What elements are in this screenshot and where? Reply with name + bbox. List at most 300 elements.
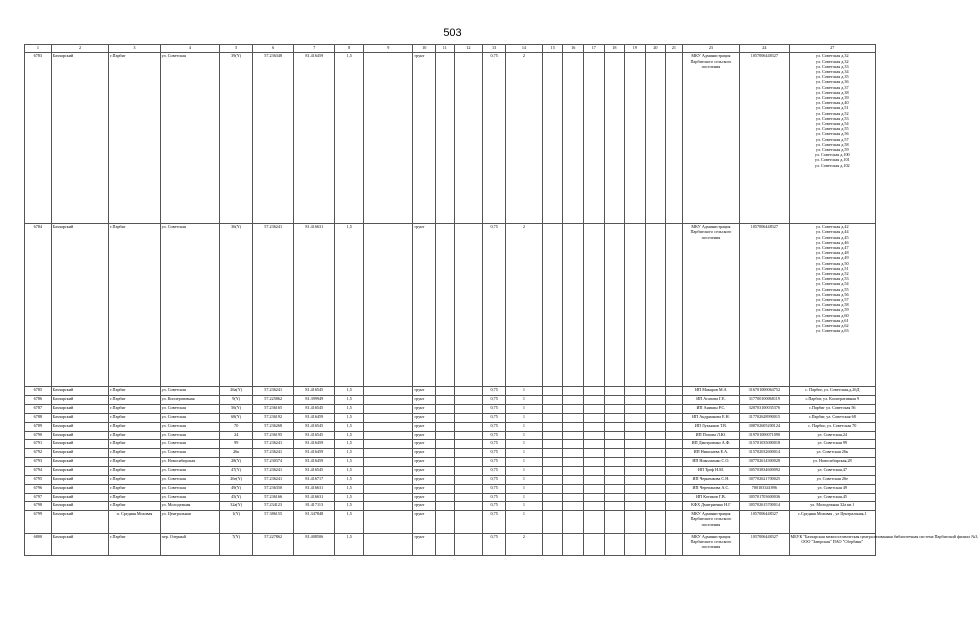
cell-c9 bbox=[364, 511, 413, 533]
address-line: МБУК "Бахчарская межпоселенческая централизованная библиотечная система Парбигский филиал №3, bbox=[790, 533, 978, 539]
address-line: ул. Советская,24 bbox=[817, 431, 848, 437]
cell-c9 bbox=[364, 458, 413, 467]
cell-c12 bbox=[454, 449, 483, 458]
cell-c19 bbox=[625, 396, 646, 405]
cell-c2: Бахчарский bbox=[51, 533, 109, 555]
cell-c8: 1,5 bbox=[335, 458, 364, 467]
cell-c24: 315701035000018 bbox=[740, 440, 789, 449]
cell-c23: МКУ Администрация Парбигского сельского поселения bbox=[682, 53, 740, 224]
cell-c17 bbox=[584, 396, 605, 405]
cell-c16 bbox=[563, 484, 584, 493]
cell-c10: грунт bbox=[413, 449, 436, 458]
cell-c15 bbox=[542, 484, 563, 493]
address-line: ул. Советская д.101 bbox=[814, 157, 850, 163]
header-cell: 15 bbox=[542, 45, 563, 53]
table-row bbox=[25, 440, 876, 449]
cell-c17 bbox=[584, 53, 605, 224]
cell-c24: 307702614300028 bbox=[740, 458, 789, 467]
table-row bbox=[25, 422, 876, 431]
cell-c16 bbox=[563, 467, 584, 476]
cell-c10: грунт bbox=[413, 413, 436, 422]
address-line: ул. Советская д.37 bbox=[815, 84, 849, 90]
cell-c7: 81.399949 bbox=[294, 396, 335, 405]
cell-c15 bbox=[542, 493, 563, 502]
address-line: ул. Советская д.56 bbox=[815, 291, 849, 297]
cell-c23: ИП Котиков Г.В. bbox=[682, 493, 740, 502]
header-cell: 7 bbox=[294, 45, 335, 53]
address-line: ул. Советская д.39 bbox=[815, 94, 849, 100]
cell-c11 bbox=[436, 224, 455, 387]
cell-c16 bbox=[563, 475, 584, 484]
address-line: ул. Советская д.36 bbox=[815, 79, 849, 85]
cell-c23: МКУ Администрация Парбигского сельского поселения bbox=[682, 224, 740, 387]
cell-c17 bbox=[584, 440, 605, 449]
cell-c24: 320703100035376 bbox=[740, 405, 789, 414]
cell-c5: 99 bbox=[220, 440, 253, 449]
cell-c19 bbox=[625, 405, 646, 414]
cell-c4: ул. Советская bbox=[160, 413, 220, 422]
cell-c15 bbox=[542, 449, 563, 458]
cell-c20 bbox=[645, 502, 666, 511]
cell-c27 bbox=[789, 493, 875, 502]
cell-c5: 26е(Y) bbox=[220, 475, 253, 484]
cell-c23: ИП Лукьянов Т.В. bbox=[682, 422, 740, 431]
cell-c15 bbox=[542, 475, 563, 484]
cell-c10: грунт bbox=[413, 440, 436, 449]
cell-c27 bbox=[789, 533, 978, 555]
cell-c16 bbox=[563, 396, 584, 405]
cell-c8: 1,5 bbox=[335, 224, 364, 387]
address-line: ул. Советская д.35 bbox=[815, 74, 849, 80]
cell-c19 bbox=[625, 533, 646, 555]
address-line: ул. Советская д.53 bbox=[815, 115, 849, 121]
header-cell: 10 bbox=[413, 45, 436, 53]
cell-c3: г.Парбиг bbox=[109, 431, 160, 440]
cell-c24: 1057006448327 bbox=[740, 511, 789, 533]
cell-c11 bbox=[436, 422, 455, 431]
cell-c2: Бахчарский bbox=[51, 475, 109, 484]
cell-c24: 319701000071090 bbox=[740, 431, 789, 440]
cell-c7: 81.416545 bbox=[294, 422, 335, 431]
table-row bbox=[25, 405, 876, 414]
cell-c16 bbox=[563, 458, 584, 467]
table-row bbox=[25, 502, 876, 511]
cell-c9 bbox=[364, 387, 413, 396]
cell-c1: 6790 bbox=[25, 431, 52, 440]
cell-c4: ул. Советская bbox=[160, 422, 220, 431]
cell-c11 bbox=[436, 440, 455, 449]
cell-c1: 6783 bbox=[25, 53, 52, 224]
cell-c21 bbox=[666, 405, 682, 414]
cell-c27 bbox=[789, 396, 875, 405]
cell-c8: 1,5 bbox=[335, 396, 364, 405]
cell-c27 bbox=[789, 431, 875, 440]
cell-c8: 1,5 bbox=[335, 493, 364, 502]
address-line: ул. Советская,47 bbox=[817, 467, 848, 472]
cell-c9 bbox=[364, 533, 413, 555]
cell-c6: 57.236195 bbox=[253, 431, 294, 440]
cell-c12 bbox=[454, 475, 483, 484]
cell-c1: 6799 bbox=[25, 511, 52, 533]
cell-c6: 57.234123 bbox=[253, 502, 294, 511]
cell-c3: г.Парбиг bbox=[109, 502, 160, 511]
cell-c27 bbox=[789, 449, 875, 458]
cell-c21 bbox=[666, 502, 682, 511]
cell-c8: 1,5 bbox=[335, 422, 364, 431]
cell-c4: ул. Советская bbox=[160, 431, 220, 440]
cell-c15 bbox=[542, 533, 563, 555]
cell-c10: грунт bbox=[413, 533, 436, 555]
cell-c27 bbox=[789, 502, 875, 511]
address-line: ул. Советская д.53 bbox=[815, 276, 849, 282]
cell-c3: г.Парбиг bbox=[109, 484, 160, 493]
cell-c15 bbox=[542, 467, 563, 476]
cell-c21 bbox=[666, 458, 682, 467]
cell-c18 bbox=[604, 449, 625, 458]
cell-c20 bbox=[645, 224, 666, 387]
cell-c9 bbox=[364, 405, 413, 414]
address-line: с. Парбиг, ул. Советская,д.26Д bbox=[805, 387, 860, 393]
cell-c13: 0,75 bbox=[483, 53, 506, 224]
cell-c17 bbox=[584, 475, 605, 484]
cell-c11 bbox=[436, 484, 455, 493]
cell-c2: Бахчарский bbox=[51, 387, 109, 396]
cell-c6: 57.236350 bbox=[253, 484, 294, 493]
cell-c6: 57.236268 bbox=[253, 422, 294, 431]
cell-c21 bbox=[666, 475, 682, 484]
cell-c19 bbox=[625, 449, 646, 458]
cell-c11 bbox=[436, 458, 455, 467]
cell-c9 bbox=[364, 224, 413, 387]
cell-c27 bbox=[789, 511, 875, 533]
table-row bbox=[25, 431, 876, 440]
cell-c19 bbox=[625, 422, 646, 431]
table-row bbox=[25, 224, 876, 387]
cell-c1: 6793 bbox=[25, 458, 52, 467]
cell-c15 bbox=[542, 224, 563, 387]
cell-c8: 1,5 bbox=[335, 53, 364, 224]
cell-c1: 6787 bbox=[25, 405, 52, 414]
header-cell: 14 bbox=[505, 45, 542, 53]
cell-c19 bbox=[625, 493, 646, 502]
cell-c14: 1 bbox=[505, 458, 542, 467]
cell-c12 bbox=[454, 467, 483, 476]
address-line: ул. Советская д.32 bbox=[815, 53, 849, 59]
cell-c12 bbox=[454, 484, 483, 493]
cell-c9 bbox=[364, 467, 413, 476]
cell-c17 bbox=[584, 484, 605, 493]
cell-c11 bbox=[436, 511, 455, 533]
header-cell: 27 bbox=[789, 45, 875, 53]
cell-c5: 39(Y) bbox=[220, 53, 253, 224]
cell-c14: 2 bbox=[505, 53, 542, 224]
cell-c23: ИП Николаенко С.О. bbox=[682, 458, 740, 467]
cell-c18 bbox=[604, 493, 625, 502]
cell-c16 bbox=[563, 431, 584, 440]
address-line: ул. Советская 26к bbox=[816, 449, 849, 455]
cell-c3: г.Парбиг bbox=[109, 533, 160, 555]
cell-c27 bbox=[789, 413, 875, 422]
cell-c19 bbox=[625, 475, 646, 484]
address-line: ул. Советская д.54 bbox=[815, 281, 849, 287]
cell-c23: ИП Андрианова Е.Н. bbox=[682, 413, 740, 422]
header-cell: 17 bbox=[584, 45, 605, 53]
table-row bbox=[25, 53, 876, 224]
cell-c6: 57.236241 bbox=[253, 449, 294, 458]
cell-c4: ул. Центральная bbox=[160, 511, 220, 533]
cell-c2: Бахчарский bbox=[51, 458, 109, 467]
cell-c21 bbox=[666, 440, 682, 449]
cell-c2: Бахчарский bbox=[51, 396, 109, 405]
cell-c18 bbox=[604, 387, 625, 396]
address-line: ул. Советская д.54 bbox=[815, 120, 849, 126]
cell-c6: 57.236192 bbox=[253, 413, 294, 422]
cell-c23: ИП Треф Н.М. bbox=[682, 467, 740, 476]
cell-c10: грунт bbox=[413, 422, 436, 431]
cell-c10: грунт bbox=[413, 493, 436, 502]
cell-c8: 1,5 bbox=[335, 511, 364, 533]
cell-c19 bbox=[625, 458, 646, 467]
cell-c11 bbox=[436, 493, 455, 502]
cell-c13: 0,75 bbox=[483, 467, 506, 476]
cell-c19 bbox=[625, 484, 646, 493]
cell-c18 bbox=[604, 53, 625, 224]
cell-c24: 307702621700025 bbox=[740, 475, 789, 484]
cell-c13: 0,75 bbox=[483, 493, 506, 502]
address-line: ул. Советская д.100 bbox=[814, 152, 850, 158]
address-line: ул. Советская д.38 bbox=[815, 89, 849, 95]
cell-c18 bbox=[604, 511, 625, 533]
cell-c13: 0,75 bbox=[483, 396, 506, 405]
cell-c21 bbox=[666, 413, 682, 422]
cell-c18 bbox=[604, 422, 625, 431]
address-line: ул. Советская д.102 bbox=[814, 162, 850, 168]
cell-c27 bbox=[789, 224, 875, 387]
address-line: ул. Советская д.44 bbox=[815, 229, 849, 235]
cell-c1: 6796 bbox=[25, 484, 52, 493]
cell-c3: г.Парбиг bbox=[109, 467, 160, 476]
cell-c13: 0,75 bbox=[483, 440, 506, 449]
cell-c7: 81.416545 bbox=[294, 405, 335, 414]
cell-c11 bbox=[436, 475, 455, 484]
cell-c14: 1 bbox=[505, 511, 542, 533]
cell-c5: 47(Y) bbox=[220, 467, 253, 476]
cell-c8: 1,5 bbox=[335, 440, 364, 449]
cell-c21 bbox=[666, 493, 682, 502]
cell-c6: 57.236241 bbox=[253, 224, 294, 387]
cell-c21 bbox=[666, 422, 682, 431]
cell-c7: 81.408506 bbox=[294, 533, 335, 555]
cell-c3: г.Парбиг bbox=[109, 387, 160, 396]
cell-c4: ул. Советская bbox=[160, 475, 220, 484]
cell-c10: грунт bbox=[413, 502, 436, 511]
cell-c14: 1 bbox=[505, 422, 542, 431]
cell-c17 bbox=[584, 511, 605, 533]
cell-c16 bbox=[563, 440, 584, 449]
cell-c24: 305702615700014 bbox=[740, 502, 789, 511]
cell-c13: 0,75 bbox=[483, 458, 506, 467]
cell-c2: Бахчарский bbox=[51, 440, 109, 449]
cell-c9 bbox=[364, 484, 413, 493]
cell-c9 bbox=[364, 413, 413, 422]
cell-c14: 1 bbox=[505, 440, 542, 449]
address-line: ул. Советская д.63 bbox=[815, 328, 849, 334]
cell-c5: 56(Y) bbox=[220, 405, 253, 414]
cell-c20 bbox=[645, 484, 666, 493]
cell-c19 bbox=[625, 387, 646, 396]
cell-c15 bbox=[542, 502, 563, 511]
cell-c7: 81.416545 bbox=[294, 387, 335, 396]
cell-c14: 2 bbox=[505, 533, 542, 555]
cell-c19 bbox=[625, 431, 646, 440]
address-line: ул. Советская д.56 bbox=[815, 131, 849, 137]
address-line: ООО "Заюрская" ПАО "Сбербанк" bbox=[801, 538, 864, 544]
cell-c21 bbox=[666, 511, 682, 533]
cell-c11 bbox=[436, 431, 455, 440]
cell-c16 bbox=[563, 422, 584, 431]
address-line: ул. Советская 26е bbox=[816, 475, 848, 481]
cell-c6: 57.225862 bbox=[253, 396, 294, 405]
cell-c3: г.Парбиг bbox=[109, 493, 160, 502]
cell-c7: 81.416459 bbox=[294, 449, 335, 458]
cell-c12 bbox=[454, 387, 483, 396]
cell-c11 bbox=[436, 502, 455, 511]
cell-c10: грунт bbox=[413, 53, 436, 224]
cell-c18 bbox=[604, 440, 625, 449]
address-line: ул. Советская д.59 bbox=[815, 146, 849, 152]
header-cell: 20 bbox=[645, 45, 666, 53]
cell-c5: 24 bbox=[220, 431, 253, 440]
cell-c2: Бахчарский bbox=[51, 484, 109, 493]
cell-c3: п. Средняя Моховая bbox=[109, 511, 160, 533]
cell-c7: 81.416717 bbox=[294, 475, 335, 484]
cell-c12 bbox=[454, 458, 483, 467]
cell-c10: грунт bbox=[413, 467, 436, 476]
cell-c3: г.Парбиг bbox=[109, 413, 160, 422]
cell-c24: 308702605200124 bbox=[740, 422, 789, 431]
cell-c1: 6795 bbox=[25, 475, 52, 484]
address-line: ул. Советская д.60 bbox=[815, 312, 849, 318]
cell-c27 bbox=[789, 53, 875, 224]
table-row bbox=[25, 467, 876, 476]
cell-c14: 2 bbox=[505, 224, 542, 387]
cell-c7: 81.416459 bbox=[294, 458, 335, 467]
cell-c9 bbox=[364, 53, 413, 224]
cell-c9 bbox=[364, 449, 413, 458]
cell-c15 bbox=[542, 431, 563, 440]
cell-c27 bbox=[789, 458, 875, 467]
cell-c23: ИП Аникин Р.С. bbox=[682, 405, 740, 414]
cell-c8: 1,5 bbox=[335, 405, 364, 414]
address-line: ул. Советская д.48 bbox=[815, 250, 849, 256]
cell-c8: 1,5 bbox=[335, 502, 364, 511]
cell-c23: ИП Макаров М.А bbox=[682, 387, 740, 396]
cell-c12 bbox=[454, 413, 483, 422]
cell-c6: 57.227862 bbox=[253, 533, 294, 555]
cell-c14: 1 bbox=[505, 475, 542, 484]
cell-c24: 1057006448327 bbox=[740, 533, 789, 555]
cell-c12 bbox=[454, 405, 483, 414]
address-line: ул. Советская д.62 bbox=[815, 322, 849, 328]
address-line: ул. Новосибирская,28 bbox=[812, 458, 852, 464]
cell-c20 bbox=[645, 431, 666, 440]
cell-c16 bbox=[563, 533, 584, 555]
cell-c17 bbox=[584, 493, 605, 502]
cell-c11 bbox=[436, 533, 455, 555]
address-line: с.Парбиг, ул. Кооперативная 9 bbox=[805, 396, 860, 402]
cell-c19 bbox=[625, 440, 646, 449]
header-cell: 3 bbox=[109, 45, 160, 53]
cell-c17 bbox=[584, 405, 605, 414]
cell-c4: ул. Советская bbox=[160, 405, 220, 414]
cell-c21 bbox=[666, 396, 682, 405]
cell-c1: 6794 bbox=[25, 467, 52, 476]
cell-c24: 316701000064752 bbox=[740, 387, 789, 396]
address-line: ул. Советская 99 bbox=[817, 440, 848, 446]
cell-c5: 1(Y) bbox=[220, 511, 253, 533]
address-line: ул. Советская,45 bbox=[817, 493, 848, 499]
cell-c4: пер. Озерный bbox=[160, 533, 220, 555]
cell-c13: 0,75 bbox=[483, 511, 506, 533]
cell-c23: ИП Агапова Г.Е. bbox=[682, 396, 740, 405]
cell-c19 bbox=[625, 224, 646, 387]
cell-c10: грунт bbox=[413, 511, 436, 533]
cell-c8: 1,5 bbox=[335, 475, 364, 484]
cell-c18 bbox=[604, 502, 625, 511]
header-cell: 12 bbox=[454, 45, 483, 53]
cell-c2: Бахчарский bbox=[51, 413, 109, 422]
cell-c6: 57.236165 bbox=[253, 405, 294, 414]
cell-c19 bbox=[625, 467, 646, 476]
cell-c4: ул. Советская bbox=[160, 440, 220, 449]
cell-c23: ИП Попова Л.Ю. bbox=[682, 431, 740, 440]
table-row bbox=[25, 511, 876, 533]
cell-c15 bbox=[542, 396, 563, 405]
cell-c3: г.Парбиг bbox=[109, 224, 160, 387]
cell-c13: 0,75 bbox=[483, 224, 506, 387]
address-line: ул. Советская д.51 bbox=[815, 265, 849, 271]
cell-c12 bbox=[454, 422, 483, 431]
address-line: ул. Молодежная 32а кв.1 bbox=[810, 502, 855, 508]
cell-c20 bbox=[645, 396, 666, 405]
cell-c7: 81.417113 bbox=[294, 502, 335, 511]
cell-c4: ул. Молодежная bbox=[160, 502, 220, 511]
cell-c12 bbox=[454, 224, 483, 387]
cell-c17 bbox=[584, 422, 605, 431]
cell-c7: 81.416459 bbox=[294, 440, 335, 449]
cell-c10: грунт bbox=[413, 387, 436, 396]
cell-c15 bbox=[542, 458, 563, 467]
cell-c18 bbox=[604, 475, 625, 484]
table-row bbox=[25, 484, 876, 493]
cell-c9 bbox=[364, 493, 413, 502]
header-cell: 16 bbox=[563, 45, 584, 53]
cell-c3: г.Парбиг bbox=[109, 458, 160, 467]
cell-c1: 6797 bbox=[25, 493, 52, 502]
header-cell: 2 bbox=[51, 45, 109, 53]
cell-c8: 1,5 bbox=[335, 533, 364, 555]
cell-c24: 305703834600092 bbox=[740, 467, 789, 476]
cell-c24: 1057006448327 bbox=[740, 53, 789, 224]
header-cell: 5 bbox=[220, 45, 253, 53]
cell-c7: 81.416545 bbox=[294, 431, 335, 440]
cell-c20 bbox=[645, 440, 666, 449]
cell-c9 bbox=[364, 422, 413, 431]
table-row bbox=[25, 387, 876, 396]
address-line: ул. Советская 49 bbox=[817, 484, 848, 490]
address-line: ул. Советская д.40 bbox=[815, 100, 849, 106]
address-line: ул. Советская д.46 bbox=[815, 239, 849, 245]
